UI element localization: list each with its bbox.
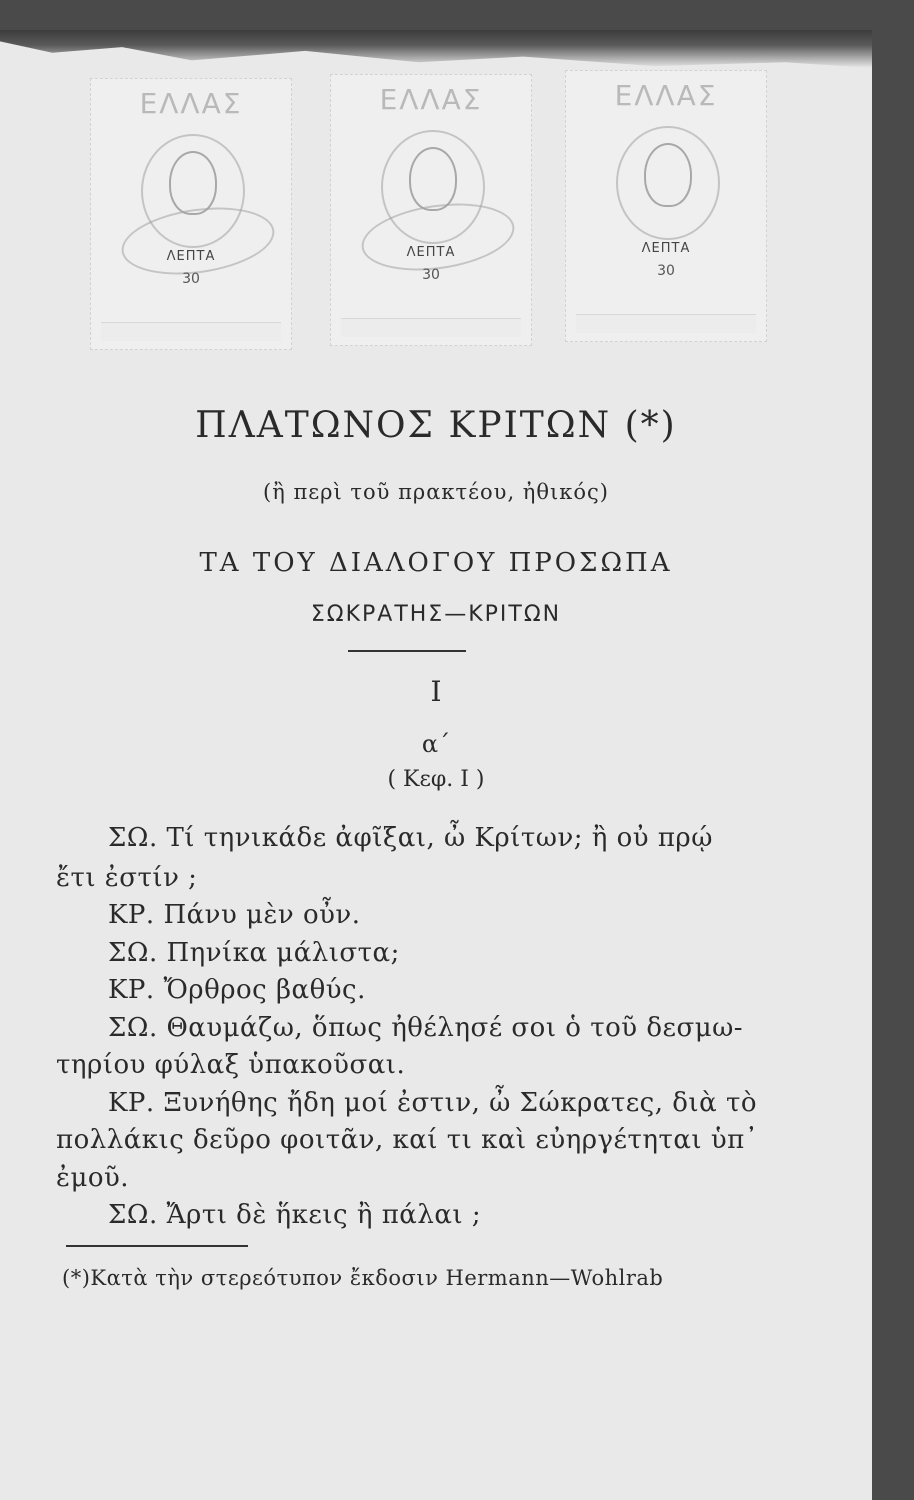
dialogue-line-5: ΚΡ. Ὄρθρος βαθύς.: [108, 975, 366, 1005]
stamp-header: ΕΛΛΑΣ: [614, 79, 718, 112]
dialogue-line-1: ΣΩ. Τί τηνικάδε ἀφῖξαι, ὦ Κρίτων; ἢ οὐ πρῴ: [108, 823, 713, 853]
subsection-label: α΄: [421, 730, 451, 758]
stamp-portrait-icon: [644, 143, 692, 207]
stamp-portrait-icon: [169, 151, 217, 215]
stamp-value: 30: [182, 271, 200, 287]
stamp-portrait-icon: [409, 147, 457, 211]
stamp-value: 30: [657, 263, 675, 279]
stamp-value: 30: [422, 267, 440, 283]
dialogue-line-4: ΣΩ. Πηνίκα μάλιστα;: [108, 938, 400, 968]
stamp-denomination-label: ΛΕΠΤΑ: [406, 245, 456, 260]
persons-list: ΣΩΚΡΑΤΗΣ—ΚΡΙΤΩΝ: [310, 602, 562, 627]
revenue-stamp-2: [330, 74, 532, 346]
heading-divider: [348, 650, 466, 652]
dialogue-line-3: ΚΡ. Πάνυ μὲν οὖν.: [108, 900, 361, 930]
persons-heading: ΤΑ ΤΟΥ ΔΙΑΛΟΓΟΥ ΠΡΟΣΩΠΑ: [199, 548, 673, 578]
dialogue-line-7: τηρίου φύλαξ ὑπακοῦσαι.: [56, 1050, 406, 1080]
page-title: ΠΛΑΤΩΝΟΣ ΚΡΙΤΩΝ (*): [195, 405, 677, 446]
stamp-header: ΕΛΛΑΣ: [139, 87, 243, 120]
torn-page-edge: [0, 30, 872, 68]
dialogue-line-6: ΣΩ. Θαυμάζω, ὅπως ἠθέλησέ σοι ὁ τοῦ δεσμω-: [108, 1013, 744, 1043]
chapter-label: ( Κεφ. I ): [387, 767, 485, 792]
stamp-denomination-label: ΛΕΠΤΑ: [166, 249, 216, 264]
stamp-footer-band: [101, 322, 281, 341]
book-page: [0, 30, 872, 1500]
stamp-footer-band: [576, 314, 756, 333]
section-numeral: I: [430, 675, 442, 708]
page-subtitle: (ἢ περὶ τοῦ πρακτέου, ἠθικός): [263, 480, 609, 504]
dialogue-line-10: ἐμοῦ.: [56, 1163, 130, 1193]
dialogue-line-2: ἔτι ἐστίν ;: [56, 863, 198, 893]
dialogue-line-8: ΚΡ. Ξυνήθης ἤδη μοί ἐστιν, ὦ Σώκρατες, διὰ τὸ: [108, 1088, 757, 1118]
stamp-denomination-label: ΛΕΠΤΑ: [641, 241, 691, 256]
dialogue-line-11: ΣΩ. Ἄρτι δὲ ἥκεις ἢ πάλαι ;: [108, 1200, 482, 1230]
stamp-header: ΕΛΛΑΣ: [379, 83, 483, 116]
footnote-divider: [66, 1245, 248, 1247]
footnote: (*)Κατὰ τὴν στερεότυπον ἔκδοσιν Hermann—Wohlrab: [62, 1266, 664, 1290]
dialogue-line-9: πολλάκις δεῦρο φοιτᾶν, καί τι καὶ εὐηργέτηται ὑπ᾽: [56, 1125, 759, 1155]
revenue-stamp-1: [90, 78, 292, 350]
stamp-footer-band: [341, 318, 521, 337]
revenue-stamp-3: [565, 70, 767, 342]
